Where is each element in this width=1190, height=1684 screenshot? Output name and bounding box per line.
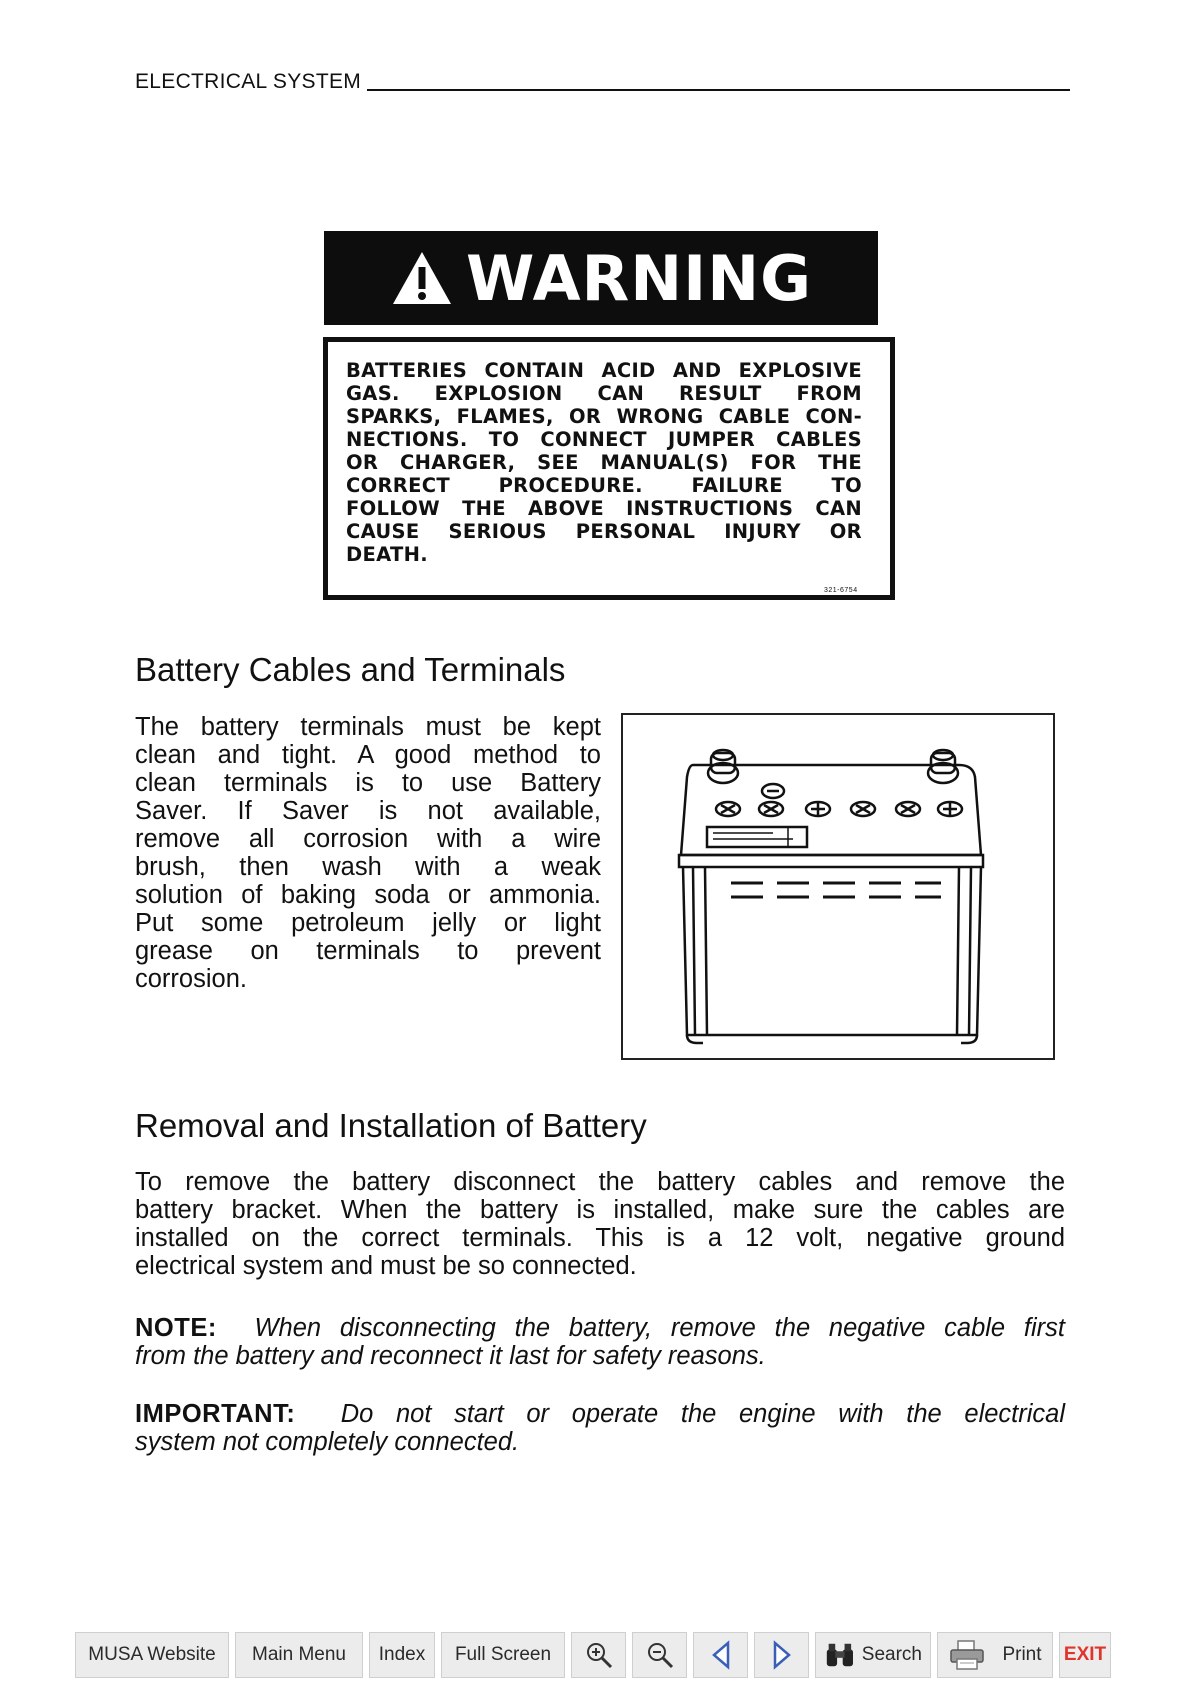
- paragraph-line: installed on the correct terminals. This is a 12 volt, negative ground: [135, 1224, 1065, 1252]
- zoom-in-button[interactable]: [571, 1632, 626, 1678]
- section-title-removal-installation: Removal and Installation of Battery: [135, 1107, 647, 1144]
- paragraph-line: clean and tight. A good method to: [135, 741, 601, 769]
- warning-line: BATTERIES CONTAIN ACID AND EXPLOSIVE: [346, 359, 862, 382]
- zoom-in-icon: [583, 1639, 615, 1671]
- important-text: Do not start or operate the engine with the electrical: [340, 1400, 1066, 1428]
- print-label: Print: [1002, 1644, 1042, 1665]
- full-screen-button[interactable]: Full Screen: [441, 1632, 565, 1678]
- note-line: from the battery and reconnect it last for safety reasons.: [135, 1342, 766, 1370]
- musa-website-button[interactable]: MUSA Website: [75, 1632, 229, 1678]
- warning-line: CORRECT PROCEDURE. FAILURE TO: [346, 474, 862, 497]
- exit-button[interactable]: EXIT: [1059, 1632, 1111, 1678]
- search-label: Search: [861, 1644, 922, 1665]
- printer-icon: [948, 1639, 986, 1671]
- warning-line: OR CHARGER, SEE MANUAL(S) FOR THE: [346, 451, 862, 474]
- important-line: [135, 1400, 1065, 1428]
- section1-paragraph: [135, 713, 601, 993]
- paragraph-line: To remove the battery disconnect the battery cables and remove the: [135, 1168, 1065, 1196]
- warning-banner: [324, 231, 878, 325]
- index-button[interactable]: Index: [369, 1632, 435, 1678]
- note-text: When disconnecting the battery, remove the negative cable first: [254, 1314, 1065, 1342]
- paragraph-line: electrical system and must be so connected.: [135, 1252, 637, 1280]
- warning-title: WARNING: [465, 241, 813, 315]
- warning-line: DEATH.: [346, 543, 428, 566]
- zoom-out-button[interactable]: [632, 1632, 687, 1678]
- paragraph-line: The battery terminals must be kept: [135, 713, 601, 741]
- paragraph-line: corrosion.: [135, 965, 247, 993]
- paragraph-line: Put some petroleum jelly or light: [135, 909, 601, 937]
- page-header: [135, 68, 1070, 94]
- search-button[interactable]: [815, 1632, 931, 1678]
- warning-line: FOLLOW THE ABOVE INSTRUCTIONS CAN: [346, 497, 862, 520]
- print-button[interactable]: [937, 1632, 1053, 1678]
- important-block: [135, 1400, 1065, 1456]
- warning-part-code: 321-6754: [824, 587, 858, 594]
- main-menu-button[interactable]: Main Menu: [235, 1632, 363, 1678]
- navigation-toolbar: [75, 1632, 1111, 1678]
- header-rule: [367, 89, 1070, 91]
- battery-illustration: [621, 713, 1055, 1060]
- next-page-button[interactable]: [754, 1632, 809, 1678]
- note-block: [135, 1314, 1065, 1370]
- note-label: NOTE:: [135, 1314, 217, 1342]
- paragraph-line: brush, then wash with a weak: [135, 853, 601, 881]
- paragraph-line: battery bracket. When the battery is installed, make sure the cables are: [135, 1196, 1065, 1224]
- paragraph-line: clean terminals is to use Battery: [135, 769, 601, 797]
- important-line: system not completely connected.: [135, 1428, 520, 1456]
- section2-paragraph: [135, 1168, 1065, 1280]
- important-label: IMPORTANT:: [135, 1400, 296, 1428]
- paragraph-line: Saver. If Saver is not available,: [135, 797, 601, 825]
- warning-box: [323, 337, 895, 600]
- warning-line: NECTIONS. TO CONNECT JUMPER CABLES: [346, 428, 862, 451]
- warning-triangle-icon: [390, 249, 454, 307]
- battery-drawing: [623, 715, 1053, 1058]
- warning-line: SPARKS, FLAMES, OR WRONG CABLE CON-: [346, 405, 862, 428]
- warning-line: GAS. EXPLOSION CAN RESULT FROM: [346, 382, 862, 405]
- paragraph-line: remove all corrosion with a wire: [135, 825, 601, 853]
- previous-page-button[interactable]: [693, 1632, 748, 1678]
- section-header-title: ELECTRICAL SYSTEM: [135, 70, 362, 93]
- paragraph-line: solution of baking soda or ammonia.: [135, 881, 601, 909]
- section-title-battery-cables: Battery Cables and Terminals: [135, 651, 566, 688]
- note-line: [135, 1314, 1065, 1342]
- warning-line: CAUSE SERIOUS PERSONAL INJURY OR: [346, 520, 862, 543]
- next-page-icon: [770, 1640, 794, 1670]
- binoculars-icon: [824, 1641, 856, 1669]
- paragraph-line: grease on terminals to prevent: [135, 937, 601, 965]
- previous-page-icon: [709, 1640, 733, 1670]
- zoom-out-icon: [644, 1639, 676, 1671]
